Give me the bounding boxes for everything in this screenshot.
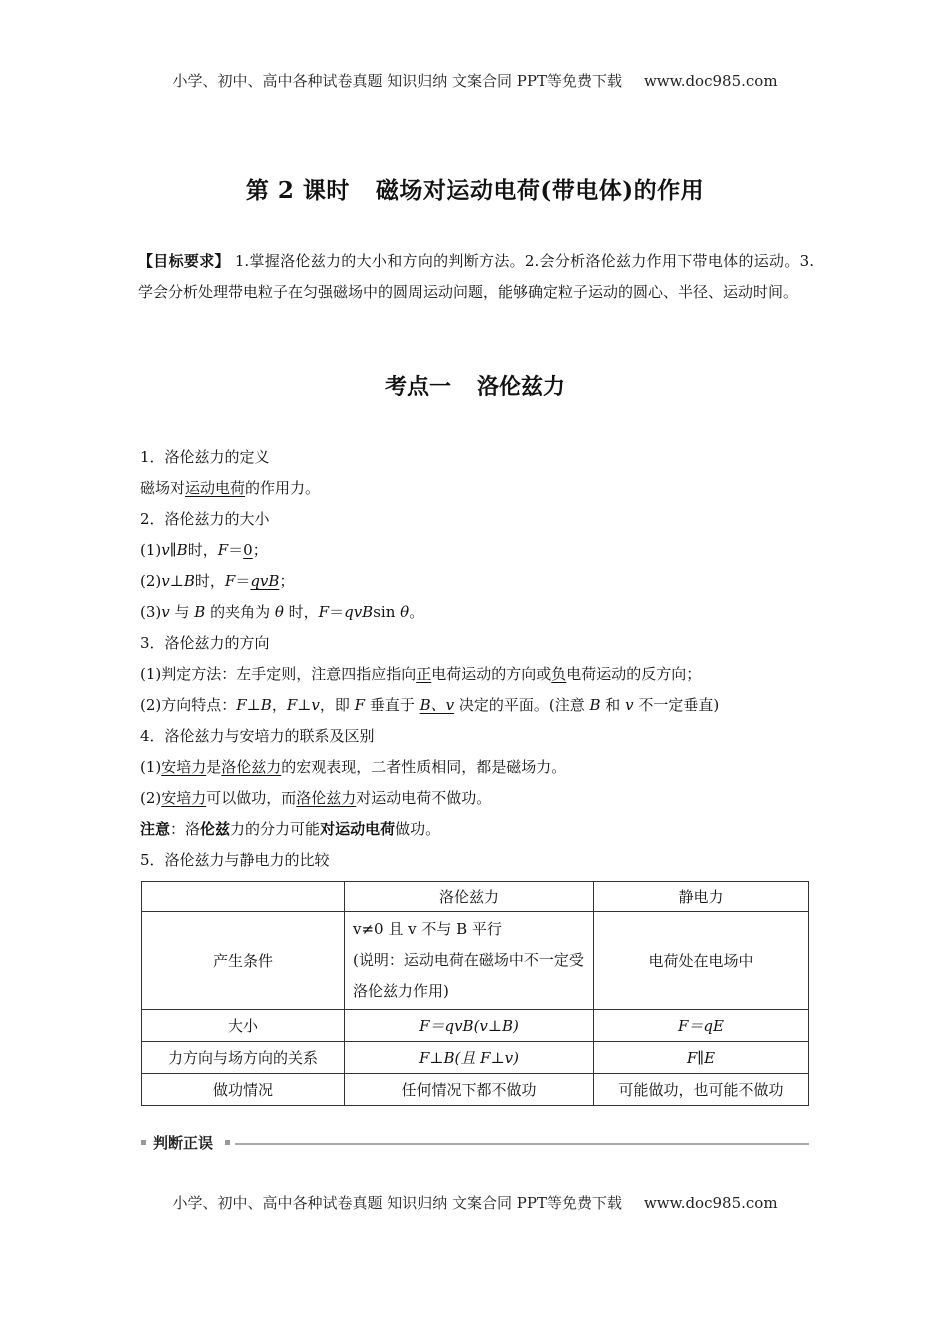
page-header xyxy=(0,70,950,91)
table-header-lorentz: 洛伦兹力 xyxy=(345,882,594,912)
lesson-topic: 磁场对运动电荷(带电体)的作用 xyxy=(375,177,705,204)
footer-text: 小学、初中、高中各种试卷真题 知识归纳 文案合同 PPT等免费下载 xyxy=(172,1194,622,1212)
row-label: 产生条件 xyxy=(142,912,345,1010)
blank-answer: 运动电荷 xyxy=(185,479,246,497)
relation-2: (2)安培力可以做功，而洛伦兹力对运动电荷不做功。 xyxy=(140,789,492,807)
table-header-electric: 静电力 xyxy=(594,882,809,912)
judge-label: 判断正误 xyxy=(153,1134,214,1152)
row-label: 做功情况 xyxy=(142,1074,345,1106)
lesson-title xyxy=(0,172,950,205)
table-row xyxy=(142,1074,809,1106)
heading-magnitude: 2．洛伦兹力的大小 xyxy=(140,510,270,528)
blank-answer: 安培力 xyxy=(161,789,207,807)
table-cell: F∥E xyxy=(594,1042,809,1074)
table-row xyxy=(142,1042,809,1074)
blank-answer: 洛伦兹力 xyxy=(296,789,357,807)
table-cell: v≠0 且 v 不与 B 平行 (说明：运动电荷在磁场中不一定受洛伦兹力作用) xyxy=(345,912,594,1010)
judge-section-bar xyxy=(141,1133,809,1153)
table-cell: F＝qE xyxy=(594,1010,809,1042)
table-corner xyxy=(142,882,345,912)
table-cell: F⊥B(且 F⊥v) xyxy=(345,1042,594,1074)
section-title xyxy=(0,370,950,401)
header-text: 小学、初中、高中各种试卷真题 知识归纳 文案合同 PPT等免费下载 xyxy=(172,72,622,90)
footer-site: www.doc985.com xyxy=(643,1194,778,1212)
blank-answer: 安培力 xyxy=(161,758,207,776)
lesson-number: 第 2 课时 xyxy=(245,177,350,204)
comparison-table xyxy=(141,881,809,1106)
row-label: 力方向与场方向的关系 xyxy=(142,1042,345,1074)
square-bullet-icon xyxy=(225,1140,230,1145)
row-label: 大小 xyxy=(142,1010,345,1042)
heading-definition: 1．洛伦兹力的定义 xyxy=(140,448,270,466)
page-footer xyxy=(0,1192,950,1213)
heading-comparison: 5．洛伦兹力与静电力的比较 xyxy=(140,851,330,869)
section-content xyxy=(140,442,830,876)
heading-relation: 4．洛伦兹力与安培力的联系及区别 xyxy=(140,727,375,745)
direction-feature: (2)方向特点：F⊥B，F⊥v，即 F 垂直于 B、v 决定的平面。(注意 B 和 v 不一定垂直) xyxy=(140,696,720,714)
table-row xyxy=(142,1010,809,1042)
magnitude-case-3: (3)v 与 B 的夹角为 θ 时，F＝qvBsin θ。 xyxy=(140,603,425,621)
definition-line: 磁场对运动电荷的作用力。 xyxy=(140,479,321,497)
relation-1: (1)安培力是洛伦兹力的宏观表现，二者性质相同，都是磁场力。 xyxy=(140,758,567,776)
blank-answer: 0 xyxy=(243,541,253,559)
direction-method: (1)判定方法：左手定则，注意四指应指向正电荷运动的方向或负电荷运动的反方向； xyxy=(140,665,702,683)
blank-answer: qvB xyxy=(250,572,280,590)
blank-answer: 负 xyxy=(551,665,567,683)
table-cell: 可能做功，也可能不做功 xyxy=(594,1074,809,1106)
table-cell: 电荷处在电场中 xyxy=(594,912,809,1010)
table-cell: 任何情况下都不做功 xyxy=(345,1074,594,1106)
learning-goals xyxy=(138,246,814,308)
goals-label: 【目标要求】 xyxy=(138,252,230,270)
blank-answer: 正 xyxy=(416,665,432,683)
note-line: 注意：洛伦兹力的分力可能对运动电荷做功。 xyxy=(140,820,441,838)
divider xyxy=(235,1143,809,1145)
blank-answer: B、v xyxy=(419,696,455,714)
table-header-row xyxy=(142,882,809,912)
section-topic: 洛伦兹力 xyxy=(477,374,566,400)
table-cell: F＝qvB(v⊥B) xyxy=(345,1010,594,1042)
heading-direction: 3．洛伦兹力的方向 xyxy=(140,634,270,652)
square-bullet-icon xyxy=(141,1140,146,1145)
blank-answer: 洛伦兹力 xyxy=(221,758,282,776)
magnitude-case-2: (2)v⊥B时，F＝qvB； xyxy=(140,572,295,590)
section-number: 考点一 xyxy=(384,374,451,400)
magnitude-case-1: (1)v∥B时，F＝0； xyxy=(140,541,268,559)
table-row xyxy=(142,912,809,1010)
goals-text: 1.掌握洛伦兹力的大小和方向的判断方法。2.会分析洛伦兹力作用下带电体的运动。3.学会分析处理带电粒子在匀强磁场中的圆周运动问题，能够确定粒子运动的圆心、半径、运动时间。 xyxy=(138,252,814,301)
header-site: www.doc985.com xyxy=(643,72,778,90)
